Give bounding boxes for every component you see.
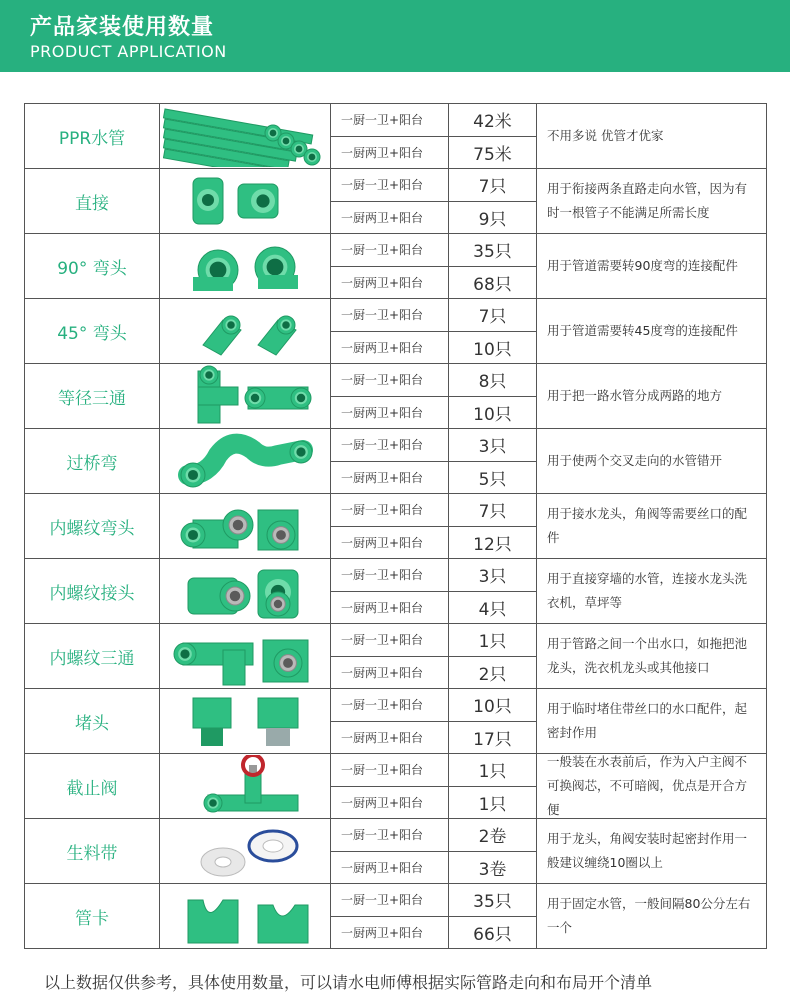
pipe-clip-image: [160, 884, 331, 948]
elbow-45-image: [160, 299, 331, 363]
quantity: 3卷: [478, 859, 507, 880]
product-name: 直接: [25, 169, 160, 233]
usage-cell: [331, 494, 537, 558]
page-subtitle: PRODUCT APPLICATION: [30, 42, 227, 61]
usage-subrow: [331, 884, 536, 917]
usage-subrow: [331, 689, 536, 722]
female-thread-coupling-image: [160, 559, 331, 623]
usage-subrow: [331, 299, 536, 332]
usage-subrow: [331, 754, 536, 787]
table-row: [25, 884, 767, 949]
product-description: 用于管道需要转45度弯的连接配件: [537, 299, 767, 363]
product-name: 堵头: [25, 689, 160, 753]
table-row: [25, 754, 767, 819]
product-description: 用于临时堵住带丝口的水口配件，起密封作用: [537, 689, 767, 753]
usage-subrow: [331, 592, 536, 624]
household-type: 一厨一卫+阳台: [331, 429, 449, 461]
product-description: 用于龙头，角阀安装时起密封作用一般建议缠绕10圈以上: [537, 819, 767, 883]
product-description: 一般装在水表前后，作为入户主阀不可换阀芯，不可暗阀，优点是开合方便: [537, 754, 767, 818]
product-name: 过桥弯: [25, 429, 160, 493]
quantity: 35只: [473, 892, 512, 913]
quantity: 2卷: [478, 827, 507, 848]
usage-table: [24, 103, 767, 949]
household-type: 一厨一卫+阳台: [331, 884, 449, 916]
usage-cell: [331, 234, 537, 298]
household-type: 一厨两卫+阳台: [331, 657, 449, 689]
product-name: 生料带: [25, 819, 160, 883]
table-row: [25, 234, 767, 299]
quantity: 2只: [478, 664, 507, 685]
usage-subrow: [331, 527, 536, 559]
quantity: 42米: [473, 112, 512, 133]
household-type: 一厨两卫+阳台: [331, 462, 449, 494]
usage-subrow: [331, 494, 536, 527]
household-type: 一厨两卫+阳台: [331, 787, 449, 819]
household-type: 一厨一卫+阳台: [331, 234, 449, 266]
usage-subrow: [331, 267, 536, 299]
household-type: 一厨两卫+阳台: [331, 527, 449, 559]
table-row: [25, 104, 767, 169]
elbow-90-image: [160, 234, 331, 298]
table-row: [25, 559, 767, 624]
usage-subrow: [331, 559, 536, 592]
household-type: 一厨一卫+阳台: [331, 169, 449, 201]
household-type: 一厨一卫+阳台: [331, 299, 449, 331]
quantity: 9只: [478, 209, 507, 230]
quantity: 10只: [473, 404, 512, 425]
household-type: 一厨一卫+阳台: [331, 364, 449, 396]
household-type: 一厨两卫+阳台: [331, 332, 449, 364]
product-name: 45° 弯头: [25, 299, 160, 363]
product-description: 用于使两个交叉走向的水管错开: [537, 429, 767, 493]
product-name: 管卡: [25, 884, 160, 948]
household-type: 一厨一卫+阳台: [331, 754, 449, 786]
stop-valve-image: [160, 754, 331, 818]
ptfe-tape-image: [160, 819, 331, 883]
household-type: 一厨两卫+阳台: [331, 267, 449, 299]
household-type: 一厨两卫+阳台: [331, 397, 449, 429]
page-title: 产品家装使用数量: [30, 15, 215, 40]
quantity: 10只: [473, 339, 512, 360]
table-row: [25, 299, 767, 364]
product-name: 等径三通: [25, 364, 160, 428]
usage-subrow: [331, 169, 536, 202]
ppr-pipe-image: [160, 104, 331, 168]
product-name: 内螺纹三通: [25, 624, 160, 688]
quantity: 3只: [478, 567, 507, 588]
household-type: 一厨一卫+阳台: [331, 689, 449, 721]
quantity: 66只: [473, 924, 512, 945]
usage-cell: [331, 754, 537, 818]
household-type: 一厨两卫+阳台: [331, 722, 449, 754]
usage-cell: [331, 689, 537, 753]
usage-subrow: [331, 364, 536, 397]
usage-cell: [331, 104, 537, 168]
usage-subrow: [331, 657, 536, 689]
quantity: 17只: [473, 729, 512, 750]
female-thread-tee-image: [160, 624, 331, 688]
usage-cell: [331, 819, 537, 883]
usage-subrow: [331, 852, 536, 884]
quantity: 35只: [473, 242, 512, 263]
usage-cell: [331, 299, 537, 363]
product-name: 截止阀: [25, 754, 160, 818]
household-type: 一厨两卫+阳台: [331, 592, 449, 624]
usage-subrow: [331, 917, 536, 949]
equal-tee-image: [160, 364, 331, 428]
usage-subrow: [331, 332, 536, 364]
usage-subrow: [331, 104, 536, 137]
page-header: [0, 0, 790, 72]
usage-subrow: [331, 137, 536, 169]
quantity: 68只: [473, 274, 512, 295]
quantity: 4只: [478, 599, 507, 620]
usage-subrow: [331, 429, 536, 462]
product-description: 用于管道需要转90度弯的连接配件: [537, 234, 767, 298]
quantity: 1只: [478, 632, 507, 653]
plug-cap-image: [160, 689, 331, 753]
household-type: 一厨两卫+阳台: [331, 137, 449, 169]
product-name: PPR水管: [25, 104, 160, 168]
product-name: 内螺纹接头: [25, 559, 160, 623]
usage-cell: [331, 429, 537, 493]
usage-cell: [331, 559, 537, 623]
quantity: 7只: [478, 502, 507, 523]
usage-subrow: [331, 462, 536, 494]
quantity: 7只: [478, 177, 507, 198]
footer-note: 以上数据仅供参考，具体使用数量，可以请水电师傅根据实际管路走向和布局开个清单: [44, 973, 653, 992]
household-type: 一厨两卫+阳台: [331, 202, 449, 234]
usage-subrow: [331, 819, 536, 852]
table-row: [25, 689, 767, 754]
household-type: 一厨两卫+阳台: [331, 852, 449, 884]
usage-subrow: [331, 624, 536, 657]
product-name: 90° 弯头: [25, 234, 160, 298]
product-description: 用于管路之间一个出水口，如拖把池龙头，洗衣机龙头或其他接口: [537, 624, 767, 688]
product-description: 不用多说 优管才优家: [537, 104, 767, 168]
quantity: 12只: [473, 534, 512, 555]
quantity: 7只: [478, 307, 507, 328]
quantity: 5只: [478, 469, 507, 490]
usage-subrow: [331, 234, 536, 267]
quantity: 1只: [478, 762, 507, 783]
household-type: 一厨一卫+阳台: [331, 559, 449, 591]
table-row: [25, 819, 767, 884]
product-description: 用于直接穿墙的水管，连接水龙头洗衣机，草坪等: [537, 559, 767, 623]
quantity: 10只: [473, 697, 512, 718]
female-thread-elbow-image: [160, 494, 331, 558]
household-type: 一厨两卫+阳台: [331, 917, 449, 949]
quantity: 75米: [473, 144, 512, 165]
usage-subrow: [331, 202, 536, 234]
table-row: [25, 624, 767, 689]
product-description: 用于衔接两条直路走向水管，因为有时一根管子不能满足所需长度: [537, 169, 767, 233]
usage-cell: [331, 884, 537, 948]
household-type: 一厨一卫+阳台: [331, 494, 449, 526]
household-type: 一厨一卫+阳台: [331, 104, 449, 136]
usage-subrow: [331, 722, 536, 754]
quantity: 1只: [478, 794, 507, 815]
product-description: 用于固定水管，一般间隔80公分左右一个: [537, 884, 767, 948]
product-description: 用于接水龙头，角阀等需要丝口的配件: [537, 494, 767, 558]
quantity: 3只: [478, 437, 507, 458]
usage-subrow: [331, 397, 536, 429]
table-row: [25, 494, 767, 559]
household-type: 一厨一卫+阳台: [331, 819, 449, 851]
usage-cell: [331, 624, 537, 688]
usage-subrow: [331, 787, 536, 819]
product-description: 用于把一路水管分成两路的地方: [537, 364, 767, 428]
table-row: [25, 364, 767, 429]
straight-coupling-image: [160, 169, 331, 233]
table-row: [25, 169, 767, 234]
quantity: 8只: [478, 372, 507, 393]
bridge-bend-image: [160, 429, 331, 493]
household-type: 一厨一卫+阳台: [331, 624, 449, 656]
product-name: 内螺纹弯头: [25, 494, 160, 558]
usage-cell: [331, 169, 537, 233]
usage-cell: [331, 364, 537, 428]
table-row: [25, 429, 767, 494]
